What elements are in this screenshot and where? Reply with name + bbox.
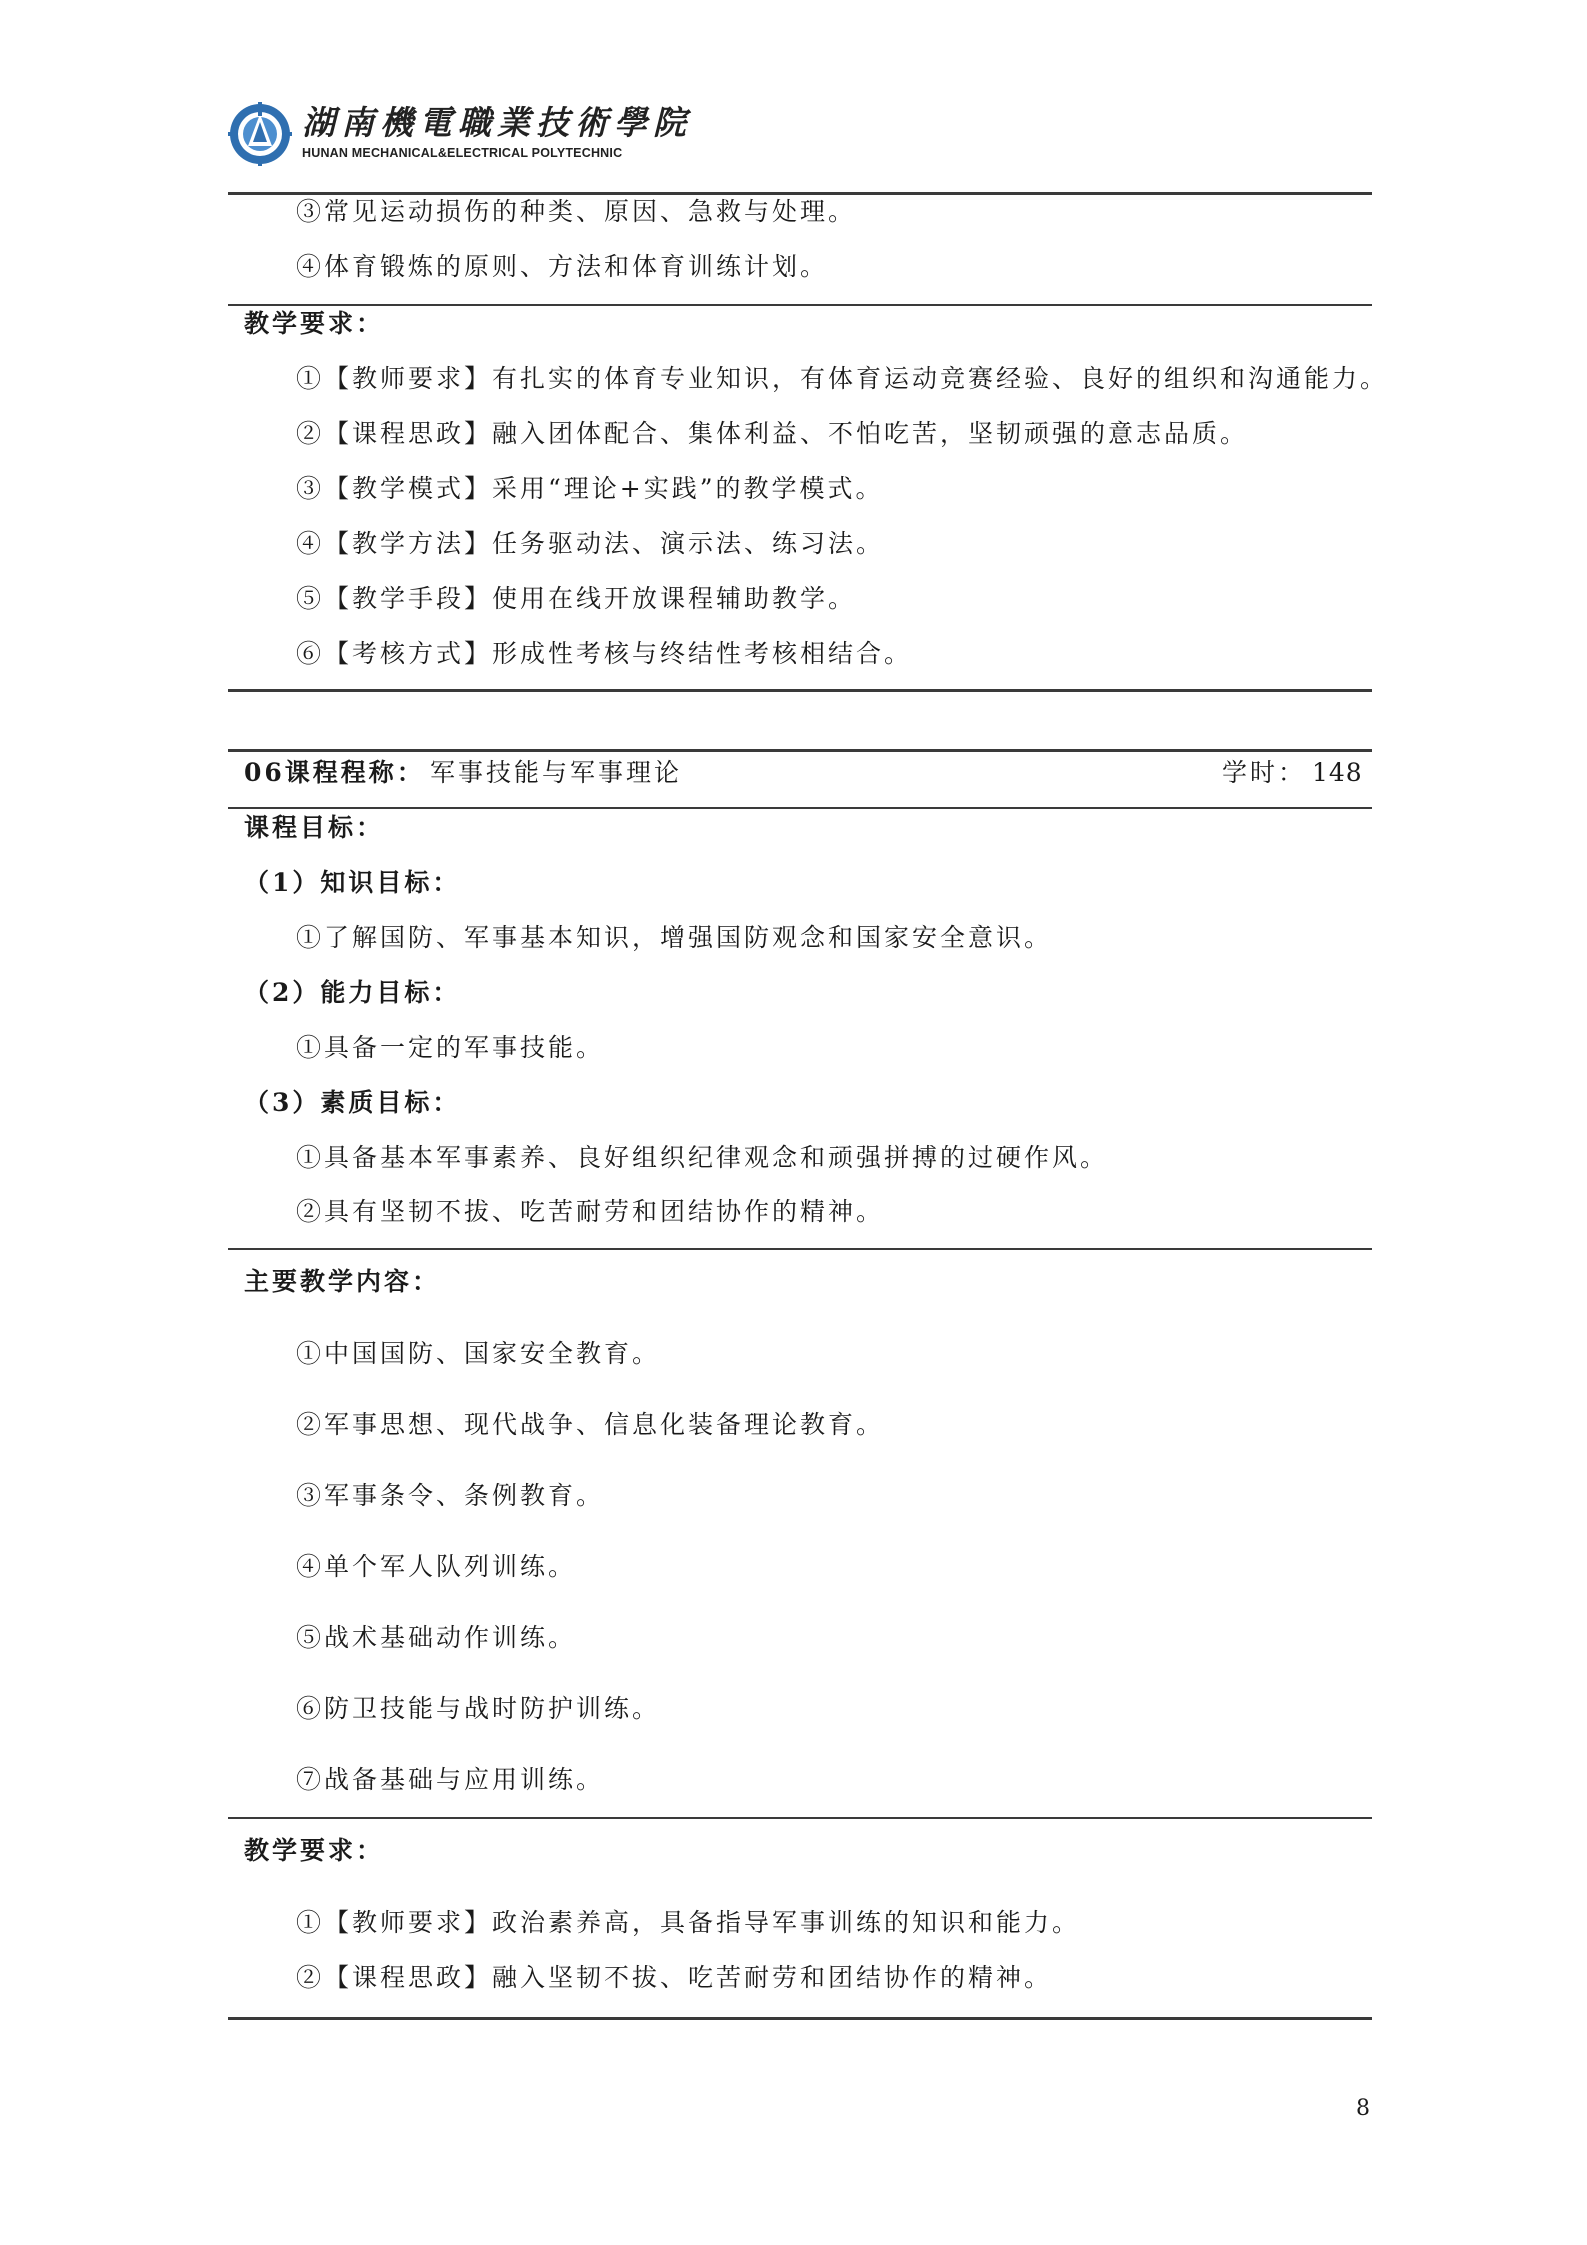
school-name-cn: 湖南機電職業技術學院 <box>302 103 692 142</box>
prev-requirement-item: ③【教学模式】采用“理论+实践”的教学模式。 <box>296 474 884 503</box>
prev-requirement-item: ②【课程思政】融入团体配合、集体利益、不怕吃苦，坚韧顽强的意志品质。 <box>296 419 1249 448</box>
content-title: 主要教学内容： <box>244 1267 441 1296</box>
content-item: ②军事思想、现代战争、信息化装备理论教育。 <box>296 1410 885 1439</box>
prev-requirement-item: ①【教师要求】有扎实的体育专业知识，有体育运动竞赛经验、良好的组织和沟通能力。 <box>296 364 1389 393</box>
prev-content-item: ③常见运动损伤的种类、原因、急救与处理。 <box>296 197 857 226</box>
requirement-item: ②【课程思政】融入坚韧不拔、吃苦耐劳和团结协作的精神。 <box>296 1963 1053 1992</box>
table-bottom-rule <box>228 689 1372 692</box>
prev-content-item: ④体育锻炼的原则、方法和体育训练计划。 <box>296 252 829 281</box>
course-hours: 148 <box>1312 758 1363 787</box>
section-divider <box>228 1817 1372 1819</box>
ability-item: ①具备一定的军事技能。 <box>296 1033 605 1062</box>
prev-requirement-item: ⑥【考核方式】形成性考核与终结性考核相结合。 <box>296 639 913 668</box>
prev-requirement-item: ④【教学方法】任务驱动法、演示法、练习法。 <box>296 529 885 558</box>
section-divider <box>228 304 1372 306</box>
content-item: ③军事条令、条例教育。 <box>296 1481 605 1510</box>
school-logo-icon <box>228 100 292 166</box>
requirements-title: 教学要求： <box>244 1836 385 1865</box>
prev-requirements-title: 教学要求： <box>244 309 385 338</box>
content-item: ④单个军人队列训练。 <box>296 1552 577 1581</box>
section-divider <box>228 807 1372 809</box>
course-name: 军事技能与军事理论 <box>430 758 683 787</box>
school-name-en: HUNAN MECHANICAL&ELECTRICAL POLYTECHNIC <box>302 146 623 160</box>
content-item: ①中国国防、国家安全教育。 <box>296 1339 661 1368</box>
section-divider <box>228 1248 1372 1250</box>
content-item: ⑥防卫技能与战时防护训练。 <box>296 1694 661 1723</box>
requirement-item: ①【教师要求】政治素养高，具备指导军事训练的知识和能力。 <box>296 1908 1081 1937</box>
prev-requirement-item: ⑤【教学手段】使用在线开放课程辅助教学。 <box>296 584 857 613</box>
ability-title: （2）能力目标： <box>244 978 461 1007</box>
quality-title: （3）素质目标： <box>244 1088 461 1117</box>
content-item: ⑤战术基础动作训练。 <box>296 1623 577 1652</box>
table-top-rule <box>228 749 1372 752</box>
page-number: 8 <box>1356 2096 1370 2121</box>
course-number-label: 06课程程称： <box>244 758 425 787</box>
knowledge-title: （1）知识目标： <box>244 868 461 897</box>
table-bottom-rule <box>228 2017 1372 2020</box>
objectives-title: 课程目标： <box>244 813 385 842</box>
knowledge-item: ①了解国防、军事基本知识，增强国防观念和国家安全意识。 <box>296 923 1053 952</box>
quality-item: ①具备基本军事素养、良好组织纪律观念和顽强拼搏的过硬作风。 <box>296 1143 1109 1172</box>
content-item: ⑦战备基础与应用训练。 <box>296 1765 605 1794</box>
quality-item: ②具有坚韧不拔、吃苦耐劳和团结协作的精神。 <box>296 1197 885 1226</box>
header-rule <box>228 192 1372 195</box>
course-hours-label: 学时： <box>1222 758 1307 787</box>
